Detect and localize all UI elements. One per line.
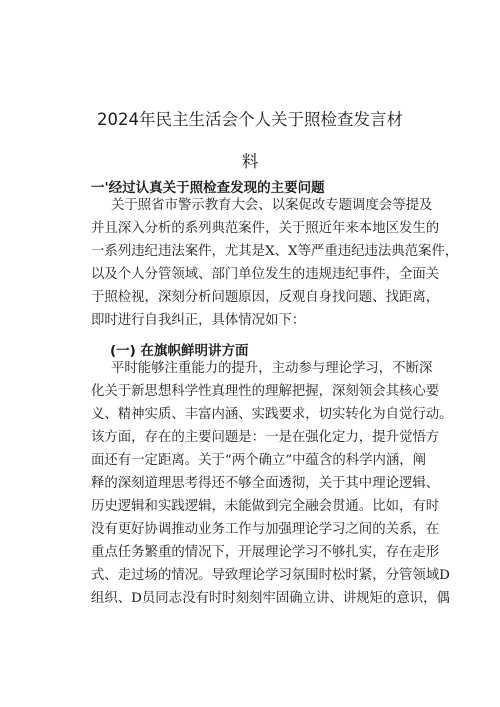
paragraph-2-line-9: 重点任务繁重的情况下，开展理论学习不够扎实，存在走形 xyxy=(91,545,440,560)
paragraph-1-line-5: 于照检视，深刻分析问题原因，反观自身找问题、找距离， xyxy=(91,290,440,305)
paragraph-2-line-3: 义、精神实质、丰富内涵、实践要求，切实转化为自觉行动。 xyxy=(91,407,453,422)
paragraph-2-line-11: 组织、D员同志没有时时刻刻牢固确立讲、讲规矩的意识，偶 xyxy=(91,591,450,606)
paragraph-1-line-4: 以及个人分管领域、部门单位发生的违规违纪事件，全面关 xyxy=(91,267,440,282)
paragraph-1-line-3: 一系列违纪违法案件，尤其是X、X等严重违纪违法典范案件， xyxy=(91,244,459,259)
paragraph-1-line-6: 即时进行自我纠正，具体情况如下： xyxy=(91,313,306,328)
document-title-line-2: 料 xyxy=(241,152,259,171)
paragraph-2-line-7: 历史逻辑和实践逻辑，未能做到完全融会贯通。比如，有时 xyxy=(91,499,440,514)
paragraph-2-line-2: 化关于新思想科学性真理性的理解把握，深刻领会其核心要 xyxy=(91,384,440,399)
paragraph-2-line-8: 没有更好协调推动业务工作与加强理论学习之间的关系，在 xyxy=(91,522,440,537)
paragraph-2-line-5: 面还有一定距离。关于“两个确立”中蕴含的科学内涵，阐 xyxy=(91,453,427,468)
paragraph-2-line-1: 平时能够注重能力的提升，主动参与理论学习，不断深 xyxy=(111,361,433,376)
paragraph-2-line-6: 释的深刻道理思考得还不够全面透彻，关于其中理论逻辑、 xyxy=(91,476,440,491)
paragraph-1-line-2: 并且深入分析的系列典范案件，关于照近年来本地区发生的 xyxy=(91,221,440,236)
document-title-line-1: 2024年民主生活会个人关于照检查发言材 xyxy=(97,110,403,129)
paragraph-2-line-4: 该方面，存在的主要问题是：一是在强化定力，提升觉悟方 xyxy=(91,430,440,445)
section-heading-1: 一'经过认真关于照检查发现的主要问题 xyxy=(91,180,325,196)
paragraph-2-line-10: 式、走过场的情况。导致理论学习氛围时松时紧，分管领域D xyxy=(91,568,450,583)
paragraph-1-line-1: 关于照省市警示教育大会、以案促改专题调度会等提及 xyxy=(111,198,433,213)
section-heading-2: (一) 在旗帜鲜明讲方面 xyxy=(110,343,249,359)
